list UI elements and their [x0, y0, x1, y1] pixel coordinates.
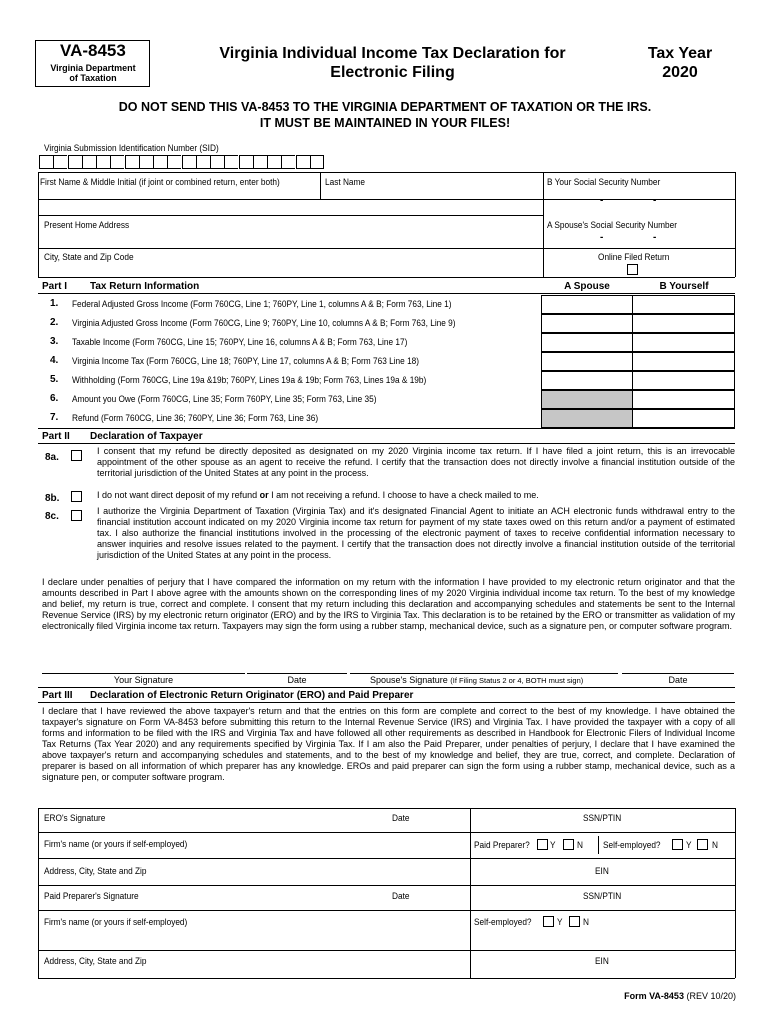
part1-line-number: 6. — [50, 393, 59, 404]
part1-title: Tax Return Information — [90, 281, 200, 292]
spouse-amount-field[interactable] — [541, 333, 633, 352]
department-line1: Virginia Department — [50, 63, 136, 73]
spouse-signature-label: Spouse's Signature (If Filing Status 2 or 4, BOTH must sign) — [370, 675, 584, 685]
preparer-signature-field[interactable] — [40, 900, 385, 909]
preparer-ein-label: EIN — [595, 956, 609, 966]
preparer-self-employed-label: Self-employed? — [474, 917, 532, 927]
sid-digit-box[interactable] — [139, 155, 153, 169]
your-signature-field[interactable] — [42, 660, 245, 674]
paid-preparer-no-label: N — [577, 840, 583, 850]
self-employed-yes-checkbox[interactable] — [672, 839, 683, 850]
sid-digit-box[interactable] — [224, 155, 238, 169]
checkbox-8b[interactable] — [71, 491, 82, 502]
preparer-date-label: Date — [392, 891, 410, 901]
home-address-field[interactable] — [39, 232, 542, 247]
sid-digit-box[interactable] — [167, 155, 181, 169]
paid-preparer-yes-checkbox[interactable] — [537, 839, 548, 850]
part1-line-number: 3. — [50, 336, 59, 347]
department-line2: of Taxation — [69, 73, 117, 83]
sid-digit-box[interactable] — [153, 155, 167, 169]
preparer-address-field[interactable] — [40, 966, 468, 977]
paid-preparer-label: Paid Preparer? — [474, 840, 530, 850]
sid-digit-box[interactable] — [267, 155, 281, 169]
line-8b-label: 8b. — [45, 493, 60, 504]
self-employed-label: Self-employed? — [603, 840, 661, 850]
sid-digit-box[interactable] — [281, 155, 295, 169]
part1-line-number: 2. — [50, 317, 59, 328]
form-title-line1: Virginia Individual Income Tax Declaration for — [219, 45, 566, 62]
part2-title: Declaration of Taxpayer — [90, 431, 203, 442]
spouse-signature-field[interactable] — [350, 660, 618, 674]
your-signature-label: Your Signature — [113, 675, 174, 685]
preparer-self-employed-yes-checkbox[interactable] — [543, 916, 554, 927]
ero-signature-field[interactable] — [40, 822, 385, 831]
ero-address-field[interactable] — [40, 875, 468, 884]
sid-digit-box[interactable] — [296, 155, 310, 169]
sid-digit-box[interactable] — [210, 155, 224, 169]
your-date-label: Date — [287, 675, 307, 685]
ssn-separator: - — [600, 195, 604, 206]
sid-label: Virginia Submission Identification Number (SID) — [44, 143, 219, 153]
ero-firm-name-label: Firm's name (or yours if self-employed) — [44, 839, 188, 849]
sid-digit-box[interactable] — [239, 155, 253, 169]
spouse-amount-field[interactable] — [541, 371, 633, 390]
city-state-zip-field[interactable] — [39, 263, 542, 276]
form-title-line2: Electronic Filing — [330, 64, 455, 81]
spouse-date-label: Date — [668, 675, 688, 685]
first-name-label: First Name & Middle Initial (if joint or combined return, enter both) — [40, 177, 280, 187]
part1-line-text: Amount you Owe (Form 760CG, Line 35; Form 760PY, Line 35; Form 763, Line 35) — [72, 394, 377, 404]
home-address-label: Present Home Address — [44, 220, 130, 230]
ero-ein-label: EIN — [595, 866, 609, 876]
ero-declaration: I declare that I have reviewed the above taxpayer's return and that the entries on this form are complete and correct to the best of my knowledge. I have obtained the taxpayer's signature on Form VA-8453 before submitting this return to the Internal Revenue Service (IRS) and Virginia Tax. I have provided the taxpayer with a copy of all forms and information to be filed with the IRS and Virginia Tax and have followed all other requirements as described in Handbook for Electronic Filers of Individual Income Tax Returns (Tax Year 2020) and any requirements specified by Virginia Tax. If I am also the Paid Preparer, under penalties of perjury, I declare that I have examined the above taxpayer's return and accompanying schedules and statements, and to the best of my knowledge and belief, they are true, correct, and complete. Declaration of preparer is based on all information of which preparer has any knowledge. EROs and paid preparer can sign the form using a rubber stamp, mechanical device, such as a signature pen, or computer software program. — [42, 706, 735, 782]
your-ssn-label: B Your Social Security Number — [547, 177, 661, 187]
sid-digit-box[interactable] — [96, 155, 110, 169]
ssn-separator: - — [653, 195, 657, 206]
checkbox-8c[interactable] — [71, 510, 82, 521]
sid-digit-box[interactable] — [82, 155, 96, 169]
ero-date-label: Date — [392, 813, 410, 823]
last-name-label: Last Name — [325, 177, 366, 187]
spouse-amount-field[interactable] — [541, 295, 633, 314]
yourself-amount-field[interactable] — [632, 314, 735, 333]
ero-ein-field[interactable] — [472, 875, 734, 884]
spouse-amount-field — [541, 390, 633, 409]
spouse-amount-field[interactable] — [541, 314, 633, 333]
part1-line-text: Refund (Form 760CG, Line 36; 760PY, Line 36; Form 763, Line 36) — [72, 413, 319, 423]
preparer-ssn-ptin-field[interactable] — [472, 900, 734, 909]
ssn-separator: - — [653, 232, 657, 243]
sid-digit-box[interactable] — [110, 155, 124, 169]
ero-address-label: Address, City, State and Zip — [44, 866, 147, 876]
part1-label: Part I — [42, 281, 68, 292]
line-8a-label: 8a. — [45, 452, 59, 463]
paid-preparer-yes-label: Y — [550, 840, 556, 850]
sid-digit-box[interactable] — [125, 155, 139, 169]
preparer-self-employed-no-label: N — [583, 917, 589, 927]
yourself-amount-field[interactable] — [632, 390, 735, 409]
text-8c: I authorize the Virginia Department of Taxation (Virginia Tax) and it's designated Financial Agent to initiate an ACH electronic funds withdrawal entry to the financial institution account indicated on my 2020 Virginia income tax return for payment of my state taxes owed on this return and/or a payment of estimated tax. I also authorize the financial institutions involved in the processing of the electronic payment of taxes to receive confidential information necessary to answer inquiries and resolve issues related to the payment. I certify that the transaction does not directly involve a financial institution outside of the territorial jurisdiction of the United States at any point in the process. — [97, 506, 735, 560]
sid-digit-box[interactable] — [196, 155, 210, 169]
tax-year-label: Tax Year — [647, 45, 713, 62]
ssn-separator: - — [600, 232, 604, 243]
preparer-self-employed-yes-label: Y — [557, 917, 563, 927]
last-name-field[interactable] — [321, 188, 542, 198]
first-name-field[interactable] — [39, 188, 319, 198]
spouse-amount-field-shaded — [541, 409, 633, 428]
sid-digit-box[interactable] — [68, 155, 82, 169]
part1-line-number: 4. — [50, 355, 59, 366]
your-ssn-field[interactable] — [545, 190, 733, 210]
online-filed-checkbox[interactable] — [627, 264, 638, 275]
yourself-amount-field[interactable] — [632, 295, 735, 314]
preparer-self-employed-no-checkbox[interactable] — [569, 916, 580, 927]
part1-line-number: 7. — [50, 412, 59, 423]
warning-line2: IT MUST BE MAINTAINED IN YOUR FILES! — [259, 116, 511, 130]
spouse-date-field[interactable] — [622, 660, 734, 674]
preparer-signature-label: Paid Preparer's Signature — [44, 891, 139, 901]
paid-preparer-no-checkbox[interactable] — [563, 839, 574, 850]
part1-line-text: Federal Adjusted Gross Income (Form 760CG, Line 1; 760PY, Line 1, columns A & B; Form 763, Line 1) — [72, 299, 452, 309]
preparer-firm-name-label: Firm's name (or yours if self-employed) — [44, 917, 188, 927]
part1-line-text: Virginia Adjusted Gross Income (Form 760CG, Line 9; 760PY, Line 10, columns A & B; Form 763, Line 9) — [72, 318, 456, 328]
spouse-amount-field[interactable] — [541, 352, 633, 371]
text-8b: I do not want direct deposit of my refund or I am not receiving a refund. I choose to have a check mailed to me. — [97, 490, 539, 500]
preparer-address-label: Address, City, State and Zip — [44, 956, 147, 966]
preparer-ein-field[interactable] — [472, 966, 734, 977]
name-continuation-field[interactable] — [39, 200, 542, 214]
ero-ssn-ptin-field[interactable] — [472, 822, 734, 831]
tax-year: 2020 — [662, 64, 698, 81]
taxpayer-declaration: I declare under penalties of perjury that I have compared the information on my return with the information I have provided to my electronic return originator and that the amounts described in Part I above agree with the amounts shown on the corresponding lines of my 2020 Virginia individual income tax return. To the best of my knowledge and belief, my return is true, correct and complete. I consent that my return including this declaration and accompanying schedules and statements be sent to the Internal Revenue Service (IRS) by my electronic return originator (ERO) and by the IRS to Virginia Tax. This declaration is to be retained by the ERO or transmitter as validation of my electronically filed Virginia income tax return. Taxpayers may sign the form using a rubber stamp, mechanical device, such as a signature pen, or computer software program. — [42, 577, 735, 631]
sid-digit-box[interactable] — [253, 155, 267, 169]
text-8a: I consent that my refund be directly deposited as designated on my 2020 Virginia income tax return. If I have filed a joint return, this is an irrevocable appointment of the other spouse as an agent to receive the refund. I certify that the transaction does not directly involve a financial institution outside of the territorial jurisdiction of the United States at any point in the process. — [97, 446, 735, 478]
part2-label: Part II — [42, 431, 70, 442]
col-b-yourself: B Yourself — [659, 281, 709, 292]
part3-label: Part III — [42, 690, 73, 701]
sid-digit-box[interactable] — [53, 155, 67, 169]
part1-line-number: 5. — [50, 374, 59, 385]
sid-digit-box[interactable] — [39, 155, 53, 169]
ero-ssn-ptin-label: SSN/PTIN — [583, 813, 622, 823]
part3-title: Declaration of Electronic Return Originator (ERO) and Paid Preparer — [90, 690, 414, 701]
warning-line1: DO NOT SEND THIS VA-8453 TO THE VIRGINIA DEPARTMENT OF TAXATION OR THE IRS. — [118, 100, 652, 114]
col-a-spouse: A Spouse — [564, 281, 610, 292]
yourself-amount-field[interactable] — [632, 333, 735, 352]
preparer-ssn-ptin-label: SSN/PTIN — [583, 891, 622, 901]
spouse-ssn-field[interactable] — [545, 232, 733, 247]
yourself-amount-field[interactable] — [632, 371, 735, 390]
part1-line-text: Taxable Income (Form 760CG, Line 15; 760PY, Line 16, columns A & B; Form 763, Line 17) — [72, 337, 408, 347]
yourself-amount-field[interactable] — [632, 352, 735, 371]
ero-firm-name-field[interactable] — [40, 848, 468, 857]
part1-line-number: 1. — [50, 298, 59, 309]
your-date-field[interactable] — [247, 660, 347, 674]
self-employed-no-label: N — [712, 840, 718, 850]
part1-line-text: Virginia Income Tax (Form 760CG, Line 18; 760PY, Line 17, columns A & B; Form 763 Line 18) — [72, 356, 420, 366]
yourself-amount-field[interactable] — [632, 409, 735, 428]
preparer-firm-name-field[interactable] — [40, 930, 468, 949]
ero-signature-label: ERO's Signature — [44, 813, 106, 823]
form-id: VA-8453 — [60, 41, 126, 60]
online-filed-label: Online Filed Return — [598, 252, 670, 262]
self-employed-no-checkbox[interactable] — [697, 839, 708, 850]
spouse-ssn-label: A Spouse's Social Security Number — [547, 220, 677, 230]
part1-line-text: Withholding (Form 760CG, Line 19a &19b; 760PY, Lines 19a & 19b; Form 763, Lines 19a & 19b) — [72, 375, 427, 385]
city-state-zip-label: City, State and Zip Code — [44, 252, 134, 262]
checkbox-8a[interactable] — [71, 450, 82, 461]
form-footer: Form VA-8453 (REV 10/20) — [624, 991, 736, 1001]
line-8c-label: 8c. — [45, 511, 59, 522]
sid-input[interactable] — [39, 155, 544, 171]
sid-digit-box[interactable] — [182, 155, 196, 169]
sid-digit-box[interactable] — [310, 155, 324, 169]
self-employed-yes-label: Y — [686, 840, 692, 850]
